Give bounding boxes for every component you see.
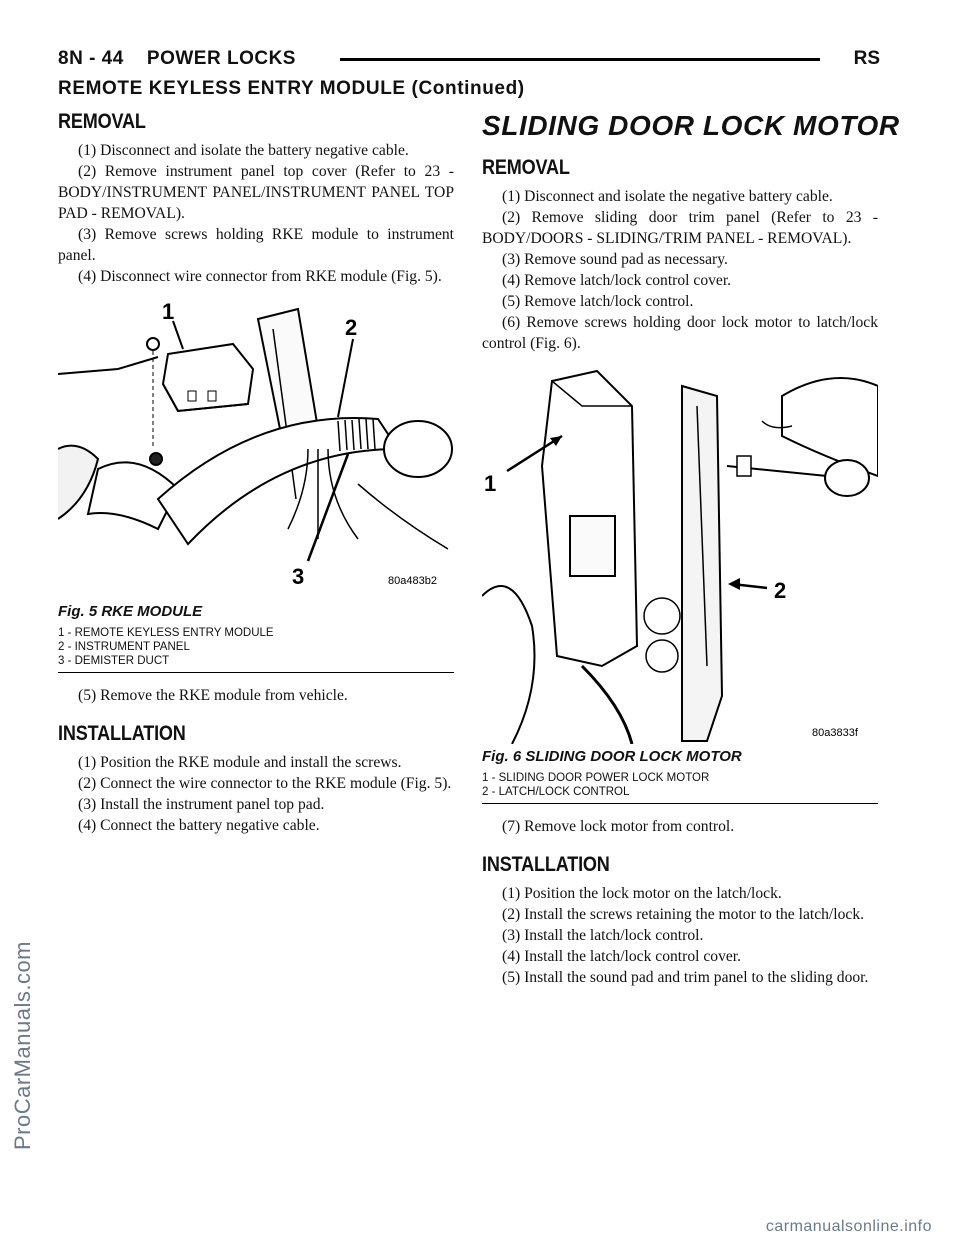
watermark-bottom: carmanualsonline.info [765,1218,932,1235]
installation-step: (3) Install the instrument panel top pad. [78,796,325,813]
section-title: SLIDING DOOR LOCK MOTOR [482,110,900,141]
installation-step: (2) Install the screws retaining the motor to the latch/lock. [502,906,865,923]
fig5-code: 80a483b2 [388,575,437,587]
legend-item: 1 - REMOTE KEYLESS ENTRY MODULE [58,627,274,639]
manual-code: RS [853,48,880,69]
removal-step: (4) Remove latch/lock control cover. [502,272,732,289]
fig6-figure [482,366,878,804]
header-rule [340,58,820,61]
removal-step: (4) Disconnect wire connector from RKE module (Fig. 5). [78,268,442,285]
removal-step: (3) Remove sound pad as necessary. [502,251,728,268]
fig5-legend [58,626,454,668]
removal-step: (2) Remove instrument panel top cover (Refer to 23 - BODY/INSTRUMENT PANEL/INSTRUMENT PANEL TOP PAD - REMOVAL). [58,163,454,222]
installation-step: (1) Position the lock motor on the latch/lock. [502,885,782,902]
page-label: 8N - 44 POWER LOCKS [58,48,296,69]
installation-step: (5) Install the sound pad and trim panel to the sliding door. [502,969,869,986]
fig5-callout-3: 3 [292,564,305,589]
continued-heading: REMOTE KEYLESS ENTRY MODULE (Continued) [58,78,525,99]
fig5-callout-2: 2 [345,315,358,340]
page-header [58,48,880,72]
installation-step: (1) Position the RKE module and install the screws. [78,754,402,771]
installation-heading: INSTALLATION [482,853,610,876]
removal-step: (5) Remove latch/lock control. [502,293,694,310]
removal-step: (1) Disconnect and isolate the battery negative cable. [78,142,409,159]
removal-step: (1) Disconnect and isolate the negative battery cable. [502,188,833,205]
removal-step: (3) Remove screws holding RKE module to instrument panel. [58,226,454,264]
right-column [482,110,900,988]
fig6-callout-2: 2 [774,578,787,603]
legend-item: 1 - SLIDING DOOR POWER LOCK MOTOR [482,772,710,784]
removal-heading: REMOVAL [58,110,146,133]
fig5-illustration [58,299,454,599]
legend-item: 3 - DEMISTER DUCT [58,655,170,667]
installation-heading: INSTALLATION [58,722,186,745]
fig5-callout-1: 1 [162,299,175,324]
removal-heading: REMOVAL [482,156,570,179]
installation-step: (4) Connect the battery negative cable. [78,817,320,834]
watermark: ProCarManuals.com [10,940,35,1150]
fig6-legend [482,771,878,799]
fig6-code: 80a3833f [812,727,858,739]
fig6-title: Fig. 6 SLIDING DOOR LOCK MOTOR [482,748,742,765]
fig6-callout-1: 1 [484,471,497,496]
fig5-title: Fig. 5 RKE MODULE [58,603,203,620]
fig5-figure [58,299,454,673]
legend-item: 2 - INSTRUMENT PANEL [58,641,190,653]
fig6-illustration [482,366,878,744]
installation-step: (4) Install the latch/lock control cover. [502,948,742,965]
removal-step: (6) Remove screws holding door lock motor to latch/lock control (Fig. 6). [482,314,878,352]
removal-step: (7) Remove lock motor from control. [502,818,735,835]
legend-item: 2 - LATCH/LOCK CONTROL [482,786,630,798]
removal-step: (5) Remove the RKE module from vehicle. [78,687,348,704]
removal-step: (2) Remove sliding door trim panel (Refer to 23 - BODY/DOORS - SLIDING/TRIM PANEL - REMOVAL). [482,209,878,247]
left-column [58,110,454,836]
installation-step: (3) Install the latch/lock control. [502,927,704,944]
installation-step: (2) Connect the wire connector to the RKE module (Fig. 5). [78,775,452,792]
